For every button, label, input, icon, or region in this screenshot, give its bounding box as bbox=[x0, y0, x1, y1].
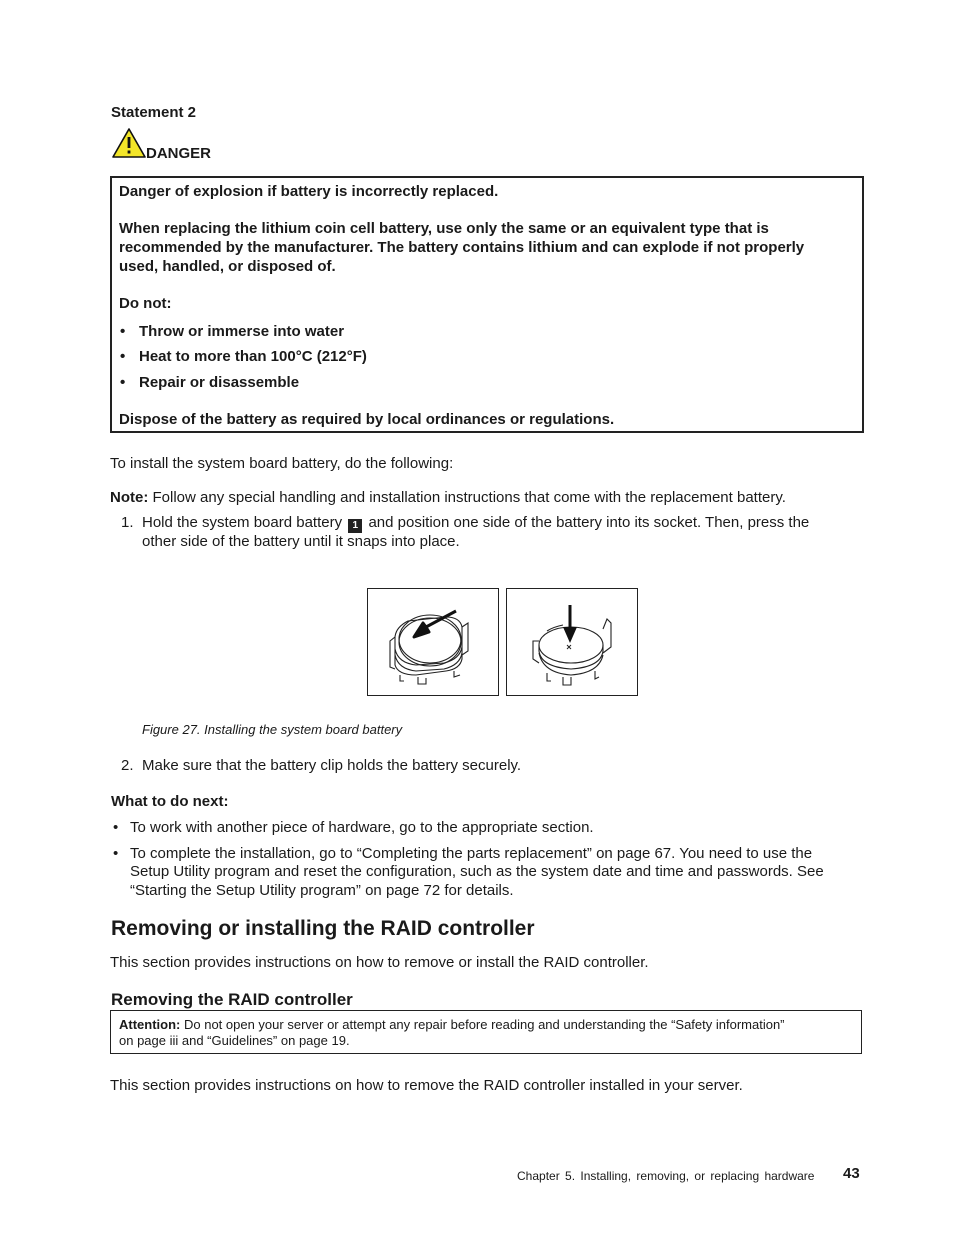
next-item-line: To complete the installation, go to “Completing the parts replacement” on page 67. You need to use the bbox=[130, 845, 813, 862]
install-intro: To install the system board battery, do the following: bbox=[110, 455, 454, 472]
danger-bullet-item: Heat to more than 100°C (212°F) bbox=[139, 348, 367, 365]
step1-line1 bbox=[142, 513, 809, 533]
attention-notice-box bbox=[110, 1010, 862, 1054]
dispose-text: Dispose of the battery as required by local ordinances or regulations. bbox=[119, 411, 615, 428]
figure-caption: Figure 27. Installing the system board battery bbox=[142, 722, 403, 737]
subsection-heading: Removing the RAID controller bbox=[111, 990, 353, 1009]
note-label: Note: bbox=[110, 489, 149, 506]
bullet-glyph: • bbox=[120, 323, 126, 340]
danger-text-line: used, handled, or disposed of. bbox=[119, 258, 336, 275]
note-paragraph bbox=[110, 488, 786, 507]
attention-text: Do not open your server or attempt any repair before reading and understanding the “Safety information” bbox=[180, 1017, 785, 1032]
footer-chapter-text: Chapter 5. Installing, removing, or replacing hardware bbox=[517, 1169, 815, 1183]
step1-text-pre: Hold the system board battery bbox=[142, 514, 343, 531]
danger-bullet-item: Throw or immerse into water bbox=[139, 323, 345, 340]
bullet-glyph: • bbox=[113, 845, 119, 862]
callout-badge: 1 bbox=[348, 519, 362, 533]
figure-battery-insert bbox=[367, 588, 499, 696]
attention-label: Attention: bbox=[119, 1017, 181, 1032]
danger-notice-box bbox=[110, 176, 864, 433]
danger-label: DANGER bbox=[146, 145, 212, 162]
danger-text-line: recommended by the manufacturer. The battery contains lithium and can explode if not properly bbox=[119, 239, 805, 256]
step2-text: Make sure that the battery clip holds the battery securely. bbox=[142, 757, 522, 774]
warning-triangle-icon bbox=[111, 127, 147, 159]
bullet-glyph: • bbox=[120, 374, 126, 391]
do-not-label: Do not: bbox=[119, 295, 172, 312]
note-text: Follow any special handling and installation instructions that come with the replacement battery. bbox=[148, 489, 786, 506]
bullet-glyph: • bbox=[120, 348, 126, 365]
figure-battery-press bbox=[506, 588, 638, 696]
battery-socket-illustration bbox=[368, 589, 498, 695]
step-number: 1. bbox=[121, 514, 134, 531]
page-number: 43 bbox=[843, 1165, 860, 1182]
step1-text-post: and position one side of the battery into its socket. Then, press the bbox=[368, 514, 810, 531]
section-heading: Removing or installing the RAID controller bbox=[111, 917, 535, 940]
section-intro: This section provides instructions on how to remove or install the RAID controller. bbox=[110, 954, 649, 971]
danger-text-line: When replacing the lithium coin cell battery, use only the same or an equivalent type that is bbox=[119, 220, 769, 237]
danger-bullet-item: Repair or disassemble bbox=[139, 374, 300, 391]
bullet-glyph: • bbox=[113, 819, 119, 836]
step1-line2: other side of the battery until it snaps into place. bbox=[142, 533, 460, 550]
attention-line2: on page iii and “Guidelines” on page 19. bbox=[119, 1033, 350, 1048]
attention-line1 bbox=[119, 1017, 785, 1033]
step-number: 2. bbox=[121, 757, 134, 774]
what-next-heading: What to do next: bbox=[111, 793, 229, 810]
danger-headline: Danger of explosion if battery is incorrectly replaced. bbox=[119, 183, 499, 200]
next-item-line: Setup Utility program and reset the configuration, such as the system date and time and passwords. See bbox=[130, 863, 824, 880]
next-item-line: “Starting the Setup Utility program” on page 72 for details. bbox=[130, 882, 514, 899]
remove-intro: This section provides instructions on how to remove the RAID controller installed in your server. bbox=[110, 1077, 743, 1094]
battery-socket-pressed-illustration bbox=[507, 589, 637, 695]
statement-label: Statement 2 bbox=[111, 104, 197, 121]
next-item-line: To work with another piece of hardware, go to the appropriate section. bbox=[130, 819, 594, 836]
